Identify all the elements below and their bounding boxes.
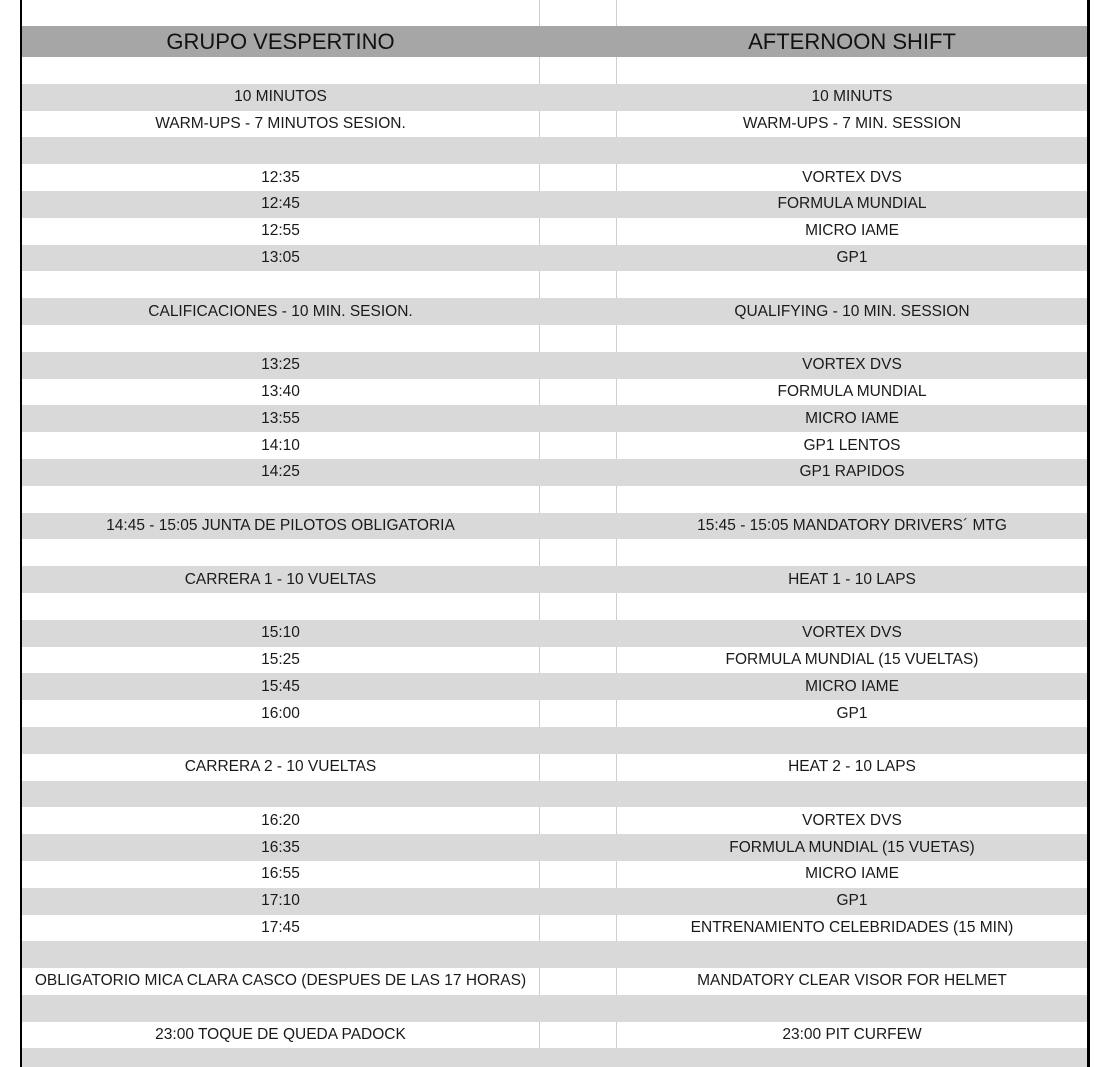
row-left-cell — [22, 137, 539, 164]
row-left-cell — [22, 1048, 539, 1067]
row-spacer-cell — [539, 995, 617, 1022]
row-right-cell — [617, 781, 1087, 808]
row-right-cell: 23:00 PIT CURFEW — [782, 1026, 922, 1044]
row-spacer-cell — [539, 298, 617, 325]
row-right-cell — [617, 57, 1087, 84]
row-left-cell — [22, 781, 539, 808]
table-row — [22, 405, 1087, 432]
row-spacer-cell — [539, 754, 617, 781]
row-right-cell — [617, 137, 1087, 164]
top-left-cell — [22, 0, 539, 26]
table-row — [22, 379, 1087, 406]
row-right-cell: VORTEX DVS — [802, 356, 902, 374]
table-row — [22, 700, 1087, 727]
table-row — [22, 620, 1087, 647]
row-left-cell — [22, 57, 539, 84]
row-spacer-cell — [539, 781, 617, 808]
row-right-cell: GP1 — [836, 248, 868, 266]
row-right-cell: GP1 — [836, 704, 868, 722]
table-row — [22, 834, 1087, 861]
row-left-cell — [22, 593, 539, 620]
row-right-cell — [617, 727, 1087, 754]
row-left-cell — [22, 995, 539, 1022]
table-row — [22, 432, 1087, 459]
row-spacer-cell — [539, 164, 617, 191]
row-spacer-cell — [539, 647, 617, 674]
row-spacer-cell — [539, 539, 617, 566]
row-left-cell: 15:10 — [261, 624, 300, 642]
table-row — [22, 245, 1087, 272]
row-left-cell: OBLIGATORIO MICA CLARA CASCO (DESPUES DE LAS 17 HORAS) — [34, 972, 527, 990]
table-row — [22, 673, 1087, 700]
table-row — [22, 57, 1087, 84]
row-left-cell: 14:10 — [261, 436, 300, 454]
schedule-rows — [22, 57, 1087, 1067]
table-row — [22, 995, 1087, 1022]
row-spacer-cell — [539, 191, 617, 218]
row-left-cell: WARM-UPS - 7 MINUTOS SESION. — [155, 114, 406, 132]
table-row — [22, 513, 1087, 540]
row-spacer-cell — [539, 593, 617, 620]
row-left-cell — [22, 486, 539, 513]
table-row — [22, 861, 1087, 888]
row-right-cell: WARM-UPS - 7 MIN. SESSION — [742, 114, 962, 132]
row-spacer-cell — [539, 111, 617, 138]
row-spacer-cell — [539, 218, 617, 245]
row-left-cell: 14:25 — [261, 463, 300, 481]
table-row — [22, 271, 1087, 298]
row-left-cell: 16:00 — [261, 704, 300, 722]
table-row — [22, 352, 1087, 379]
table-row — [22, 137, 1087, 164]
row-right-cell — [617, 1048, 1087, 1067]
table-row — [22, 111, 1087, 138]
row-right-cell: GP1 — [836, 892, 868, 910]
table-row — [22, 486, 1087, 513]
row-spacer-cell — [539, 486, 617, 513]
row-left-cell — [22, 271, 539, 298]
row-spacer-cell — [539, 459, 617, 486]
row-spacer-cell — [539, 1022, 617, 1049]
row-left-cell: 12:35 — [261, 168, 300, 186]
row-left-cell — [22, 727, 539, 754]
table-row — [22, 218, 1087, 245]
header-right: AFTERNOON SHIFT — [748, 28, 956, 54]
row-spacer-cell — [539, 513, 617, 540]
row-spacer-cell — [539, 405, 617, 432]
row-spacer-cell — [539, 271, 617, 298]
row-left-cell — [22, 539, 539, 566]
row-spacer-cell — [539, 57, 617, 84]
row-left-cell: 13:55 — [261, 409, 300, 427]
row-right-cell: FORMULA MUNDIAL — [777, 382, 927, 400]
row-spacer-cell — [539, 673, 617, 700]
row-spacer-cell — [539, 968, 617, 995]
schedule-sheet — [20, 0, 1090, 1067]
row-spacer-cell — [539, 137, 617, 164]
table-row — [22, 1048, 1087, 1067]
row-right-cell: MICRO IAME — [805, 677, 899, 695]
table-row — [22, 915, 1087, 942]
row-right-cell: FORMULA MUNDIAL (15 VUELTAS) — [725, 650, 979, 668]
table-row — [22, 298, 1087, 325]
row-left-cell: 17:45 — [261, 918, 300, 936]
row-right-cell: 15:45 - 15:05 MANDATORY DRIVERS´ MTG — [697, 516, 1007, 534]
row-right-cell: FORMULA MUNDIAL (15 VUETAS) — [729, 838, 975, 856]
row-spacer-cell — [539, 915, 617, 942]
table-row — [22, 754, 1087, 781]
table-row — [22, 325, 1087, 352]
row-left-cell: 23:00 TOQUE DE QUEDA PADOCK — [155, 1026, 406, 1044]
row-left-cell: CALIFICACIONES - 10 MIN. SESION. — [148, 302, 413, 320]
table-row — [22, 459, 1087, 486]
row-left-cell: 16:55 — [261, 865, 300, 883]
row-spacer-cell — [539, 834, 617, 861]
row-right-cell: GP1 LENTOS — [803, 436, 901, 454]
row-right-cell: MICRO IAME — [805, 865, 899, 883]
row-right-cell: QUALIFYING - 10 MIN. SESSION — [734, 302, 970, 320]
row-spacer-cell — [539, 245, 617, 272]
header-row — [22, 26, 1087, 57]
row-right-cell — [617, 271, 1087, 298]
row-spacer-cell — [539, 888, 617, 915]
row-left-cell: 13:05 — [261, 248, 300, 266]
row-right-cell: ENTRENAMIENTO CELEBRIDADES (15 MIN) — [690, 918, 1014, 936]
row-left-cell: 10 MINUTOS — [234, 88, 327, 106]
row-spacer-cell — [539, 941, 617, 968]
row-spacer-cell — [539, 727, 617, 754]
row-spacer-cell — [539, 861, 617, 888]
table-row — [22, 84, 1087, 111]
row-right-cell — [617, 941, 1087, 968]
table-row — [22, 191, 1087, 218]
row-right-cell: FORMULA MUNDIAL — [777, 195, 927, 213]
row-left-cell: 16:35 — [261, 838, 300, 856]
row-right-cell: 10 MINUTS — [811, 88, 893, 106]
table-row — [22, 1022, 1087, 1049]
table-row — [22, 164, 1087, 191]
row-right-cell: HEAT 2 - 10 LAPS — [788, 758, 916, 776]
row-right-cell: MANDATORY CLEAR VISOR FOR HELMET — [697, 972, 1007, 990]
row-spacer-cell — [539, 566, 617, 593]
row-left-cell: 15:45 — [261, 677, 300, 695]
row-left-cell: 15:25 — [261, 650, 300, 668]
header-left: GRUPO VESPERTINO — [166, 28, 395, 54]
row-left-cell: 12:45 — [261, 195, 300, 213]
row-right-cell: VORTEX DVS — [802, 168, 902, 186]
row-left-cell: 16:20 — [261, 811, 300, 829]
row-right-cell: VORTEX DVS — [802, 624, 902, 642]
row-left-cell — [22, 941, 539, 968]
row-right-cell: VORTEX DVS — [802, 811, 902, 829]
row-right-cell — [617, 539, 1087, 566]
top-mid-cell — [539, 0, 617, 26]
row-left-cell: CARRERA 1 - 10 VUELTAS — [184, 570, 377, 588]
row-spacer-cell — [539, 352, 617, 379]
table-row — [22, 727, 1087, 754]
row-spacer-cell — [539, 379, 617, 406]
table-row — [22, 807, 1087, 834]
row-right-cell — [617, 995, 1087, 1022]
row-spacer-cell — [539, 325, 617, 352]
row-spacer-cell — [539, 620, 617, 647]
table-row — [22, 781, 1087, 808]
row-right-cell: MICRO IAME — [805, 409, 899, 427]
row-right-cell — [617, 325, 1087, 352]
row-right-cell — [617, 486, 1087, 513]
row-spacer-cell — [539, 807, 617, 834]
row-left-cell: 13:40 — [261, 382, 300, 400]
row-right-cell — [617, 593, 1087, 620]
row-left-cell — [22, 325, 539, 352]
row-left-cell: 17:10 — [261, 892, 300, 910]
table-row — [22, 566, 1087, 593]
table-row — [22, 647, 1087, 674]
row-spacer-cell — [539, 1048, 617, 1067]
row-right-cell: MICRO IAME — [805, 222, 899, 240]
row-spacer-cell — [539, 700, 617, 727]
table-row — [22, 888, 1087, 915]
row-right-cell: HEAT 1 - 10 LAPS — [788, 570, 916, 588]
row-spacer-cell — [539, 84, 617, 111]
top-partial-row — [20, 0, 1090, 26]
row-spacer-cell — [539, 432, 617, 459]
header-spacer — [539, 26, 617, 57]
table-row — [22, 539, 1087, 566]
table-row — [22, 968, 1087, 995]
row-left-cell: 13:25 — [261, 356, 300, 374]
table-row — [22, 941, 1087, 968]
row-left-cell: 12:55 — [261, 222, 300, 240]
row-right-cell: GP1 RAPIDOS — [799, 463, 905, 481]
top-right-cell — [617, 0, 1087, 26]
row-left-cell: 14:45 - 15:05 JUNTA DE PILOTOS OBLIGATORIA — [106, 516, 455, 534]
row-left-cell: CARRERA 2 - 10 VUELTAS — [184, 758, 377, 776]
table-row — [22, 593, 1087, 620]
